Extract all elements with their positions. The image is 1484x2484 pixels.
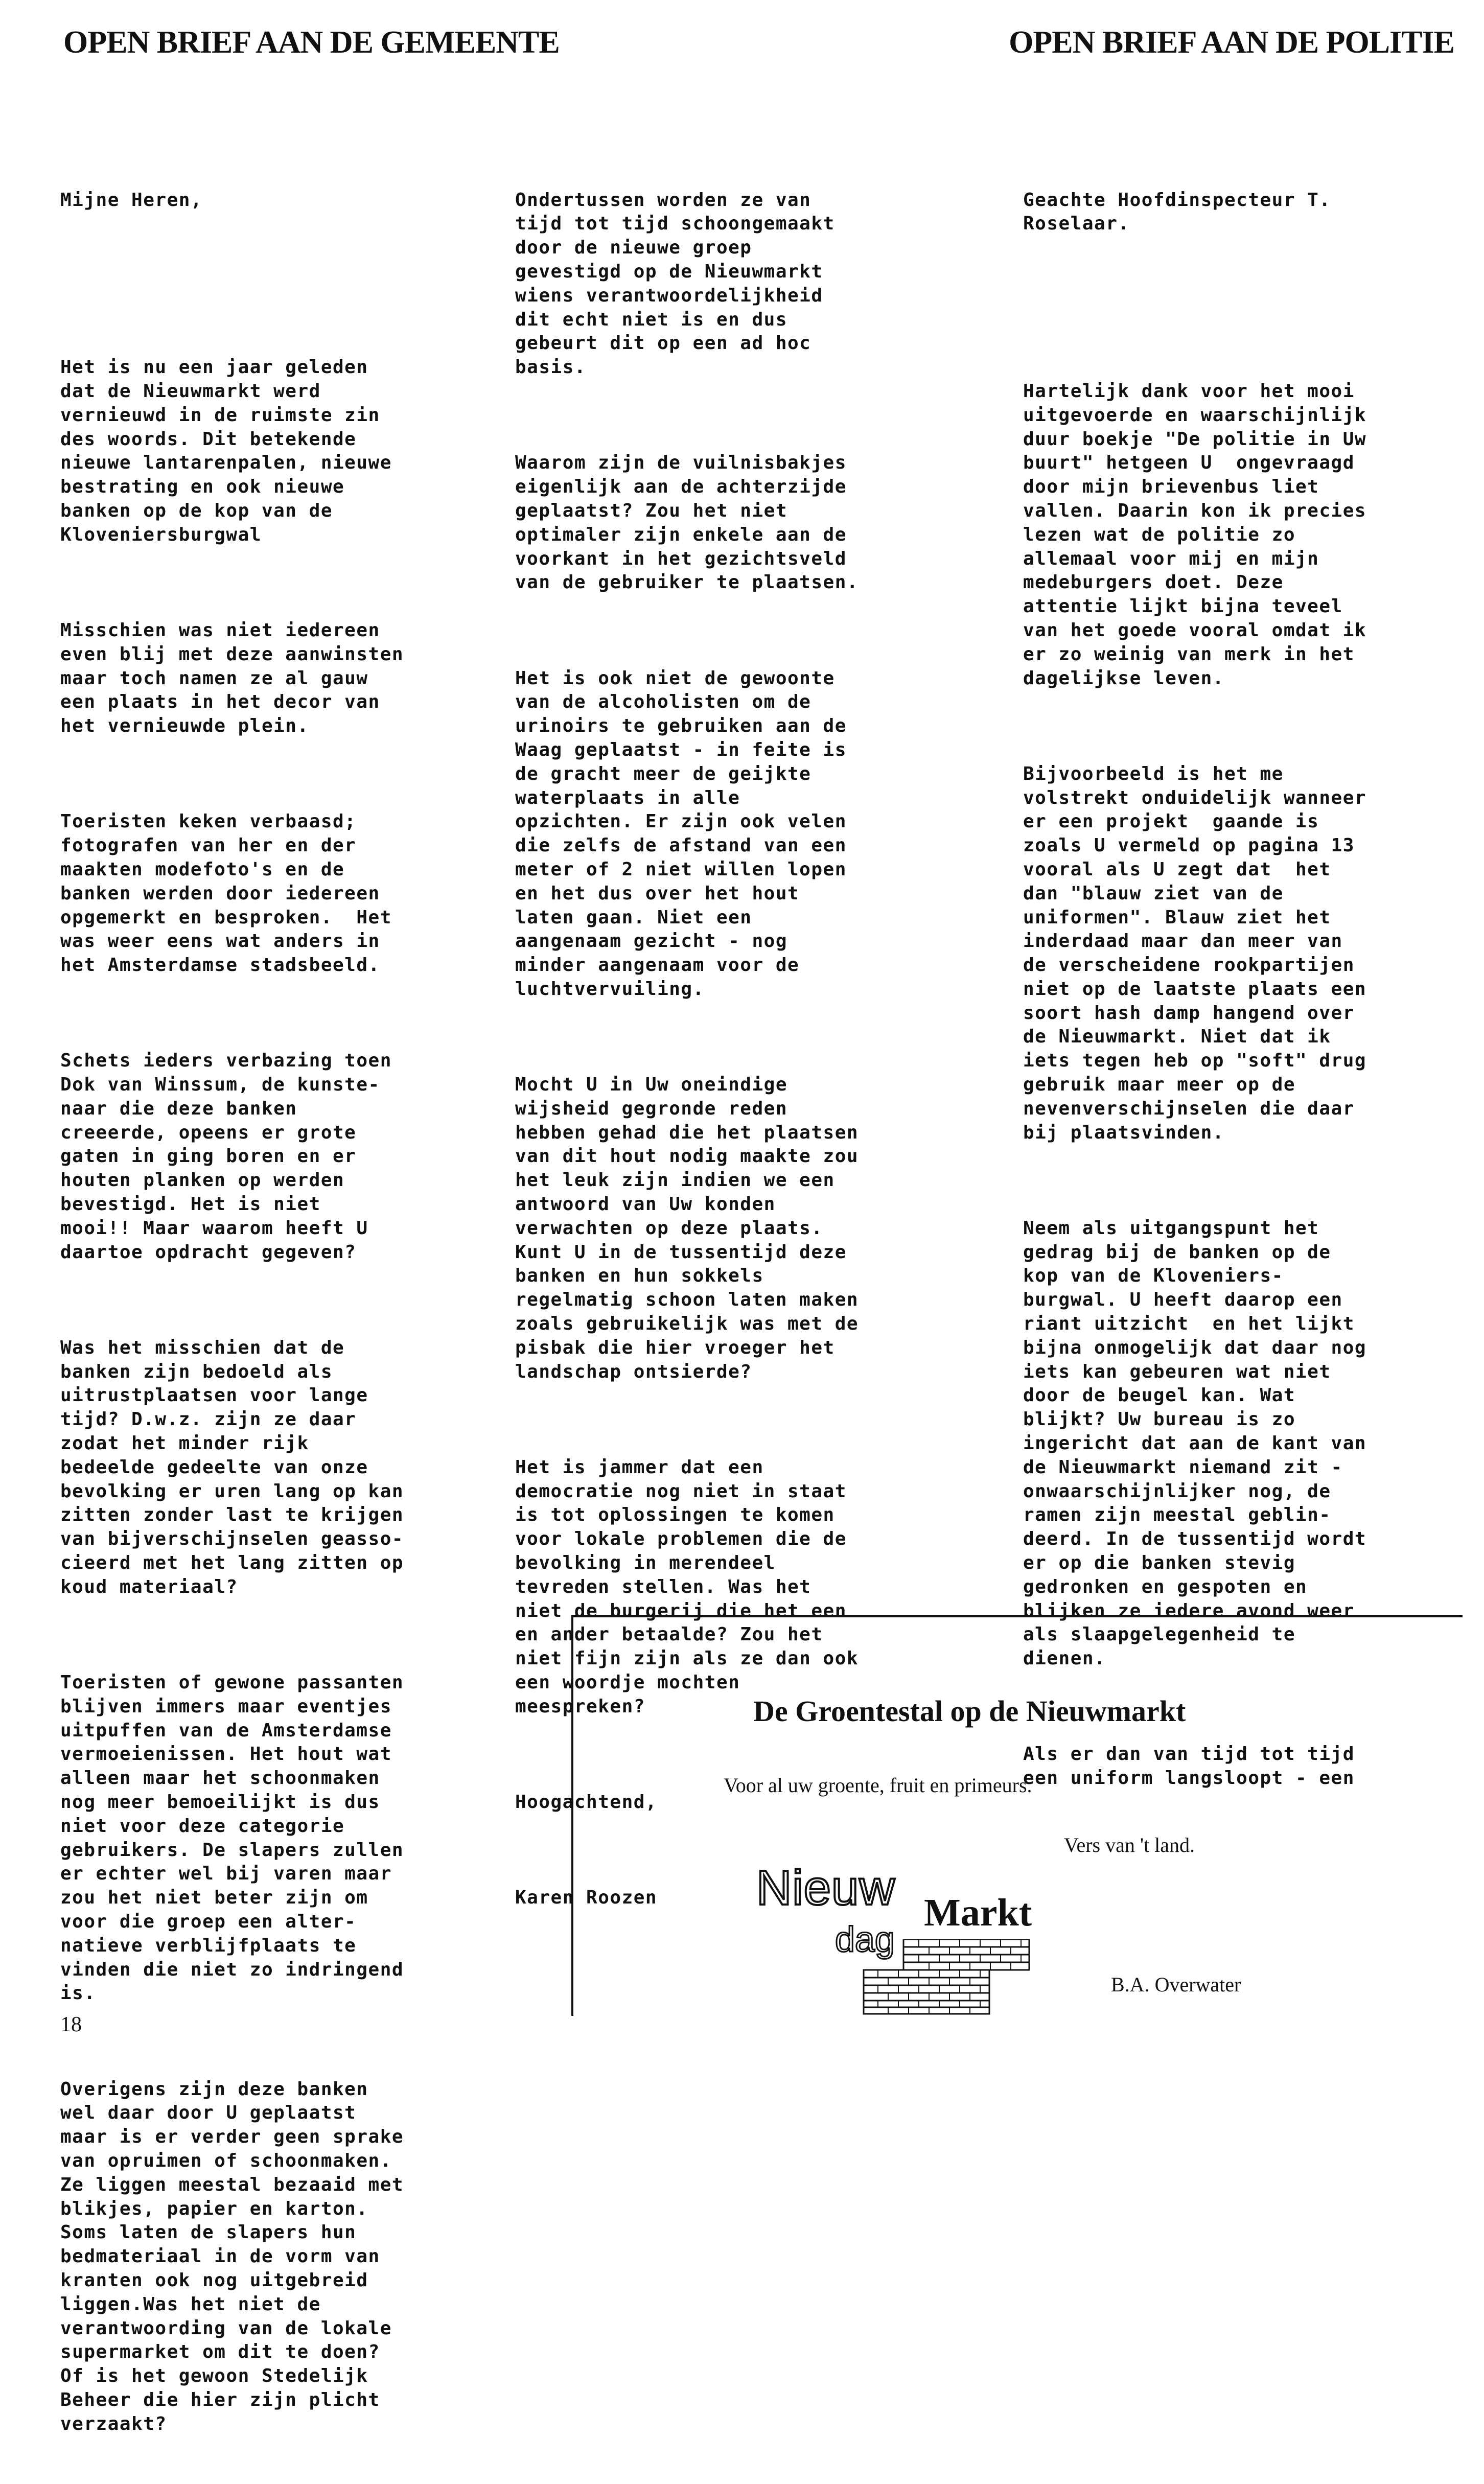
logo-nieuw-text: Nieuw bbox=[756, 1861, 895, 1915]
groentestal-advertisement bbox=[571, 1615, 1463, 2016]
ad-subtitle: Voor al uw groente, fruit en primeurs. bbox=[724, 1774, 1032, 1797]
letter-paragraph: Ondertussen worden ze van tijd tot tijd schoongemaakt door de nieuwe groep gevestigd op de Nieuwmarkt wiens verantwoordelijkheid dit echt niet is en dus gebeurt dit op een ad hoc basis. bbox=[515, 189, 835, 378]
letter-paragraph: Het is ook niet de gewoonte van de alcoholisten om de urinoirs te gebruiken aan de Waag geplaatst - in feite is de gracht meer de geijkte waterplaats in alle opzichten. Er zijn ook velen die zelfs de afstand van een meter of 2 niet willen lopen en het dus over het hout laten gaan. Niet een aangenaam gezicht - nog minder aangenaam voor de luchtvervuiling. bbox=[515, 667, 847, 1000]
page-number: 18 bbox=[60, 2013, 82, 2036]
ad-owner: B.A. Overwater bbox=[1111, 1973, 1241, 1996]
brick-wall-icon bbox=[863, 1939, 1031, 2016]
letter-salutation: Geachte Hoofdinspecteur T. Roselaar. bbox=[1023, 189, 1331, 235]
letter-paragraph: Misschien was niet iedereen even blij met deze aanwinsten maar toch namen ze al gauw een plaats in het decor van het vernieuwde plein. bbox=[60, 619, 404, 737]
letter-gemeente-column-1 bbox=[60, 141, 404, 2484]
letter-politie-column bbox=[1023, 141, 1366, 1839]
letter-paragraph: Toeristen of gewone passanten blijven immers maar eventjes uitpuffen van de Amsterdamse vermoeienissen. Het hout wat alleen maar het schoonmaken nog meer bemoeilijkt is dus niet voor deze categorie gebruikers. De slapers zullen er echter wel bij varen maar zou het niet beter zijn om voor die groep een alter- natieve verblijfplaats te vinden die niet zo indringend is. bbox=[60, 1672, 404, 2004]
letter-paragraph: Waarom zijn de vuilnisbakjes eigenlijk aan de achterzijde geplaatst? Zou het niet optimaler zijn enkele aan de voorkant in het gezichtsveld van de gebruiker te plaatsen. bbox=[515, 452, 859, 593]
letter-signature: Karen Roozen bbox=[515, 1887, 658, 1909]
letter-paragraph: Was het misschien dat de banken zijn bedoeld als uitrustplaatsen voor lange tijd? D.w.z. zijn ze daar zodat het minder rijk bedeelde gedeelte van onze bevolking er uren lang op kan zitten zonder last te krijgen van bijverschijnselen geasso- cieerd met het lang zitten op koud materiaal? bbox=[60, 1337, 404, 1597]
right-letter-heading: OPEN BRIEF AAN DE POLITIE bbox=[1009, 25, 1454, 60]
letter-paragraph: Hartelijk dank voor het mooi uitgevoerde en waarschijnlijk duur boekje "De politie in Uw buurt" hetgeen U ongevraagd door mijn brievenbus liet vallen. Daarin kon ik precies lezen wat de politie zo allemaal voor mij en mijn medeburgers doet. Deze attentie lijkt bijna teveel van het goede vooral omdat ik er zo weinig van merk in het dagelijkse leven. bbox=[1023, 380, 1367, 689]
ad-tagline: Vers van 't land. bbox=[1064, 1833, 1195, 1856]
letter-paragraph: Toeristen keken verbaasd; fotografen van her en der maakten modefoto's en de banken werden door iedereen opgemerkt en besproken. Het was weer eens wat anders in het Amsterdamse stadsbeeld. bbox=[60, 811, 392, 976]
letter-closing: Hoogachtend, bbox=[515, 1791, 658, 1813]
logo-dag-text: dag bbox=[835, 1919, 895, 1959]
letter-paragraph: Neem als uitgangspunt het gedrag bij de banken op de kop van de Kloveniers- burgwal. U heeft daarop een riant uitzicht en het lijkt bijna onmogelijk dat daar nog iets kan gebeuren wat niet door de beugel kan. Wat blijkt? Uw bureau is zo ingericht dat aan de kant van de Nieuwmarkt niemand zit - onwaarschijnlijker nog, de ramen zijn meestal geblin- deerd. In de tussentijd wordt er op die banken stevig gedronken en gespoten en blijken ze iedere avond weer als slaapgelegenheid te dienen. bbox=[1023, 1217, 1367, 1669]
letter-paragraph: Bijvoorbeeld is het me volstrekt onduidelijk wanneer er een projekt gaande is zoals U vermeld op pagina 13 vooral als U zegt dat het dan "blauw ziet van de uniformen". Blauw ziet het inderdaad maar dan meer van de verscheidene rookpartijen niet op de laatste plaats een soort hash damp hangend over de Nieuwmarkt. Niet dat ik iets tegen heb op "soft" drug gebruik maar meer op de nevenverschijnselen die daar bij plaatsvinden. bbox=[1023, 763, 1367, 1143]
letter-paragraph: Schets ieders verbazing toen Dok van Winssum, de kunste- naar die deze banken creeerde, opeens er grote gaten in ging boren en er houten planken op werden bevestigd. Het is niet mooi!! Maar waarom heeft U daartoe opdracht gegeven? bbox=[60, 1050, 392, 1263]
logo-markt-text: Markt bbox=[924, 1891, 1032, 1934]
letter-paragraph: Mijne Heren, bbox=[60, 189, 203, 211]
left-letter-heading: OPEN BRIEF AAN DE GEMEENTE bbox=[63, 25, 560, 60]
letter-paragraph: Mocht U in Uw oneindige wijsheid gegronde reden hebben gehad die het plaatsen van dit hout nodig maakte zou het leuk zijn indien we een antwoord van Uw konden verwachten op deze plaats. Kunt U in de tussentijd deze banken en hun sokkels regelmatig schoon laten maken zoals gebruikelijk was met de pisbak die hier vroeger het landschap ontsierde? bbox=[515, 1074, 859, 1382]
letter-paragraph: Als er dan van tijd tot tijd een uniform langsloopt - een bbox=[1023, 1744, 1355, 1789]
letter-paragraph: Het is nu een jaar geleden dat de Nieuwmarkt werd vernieuwd in de ruimste zin des woords. Dit betekende nieuwe lantarenpalen, nieuwe bestrating en ook nieuwe banken op de kop van de Kloveniersburgwal bbox=[60, 357, 392, 545]
letter-paragraph: Overigens zijn deze banken wel daar door U geplaatst maar is er verder geen sprake van opruimen of schoonmaken. Ze liggen meestal bezaaid met blikjes, papier en karton. Soms laten de slapers hun bedmateriaal in de vorm van kranten ook nog uitgebreid liggen.Was het niet de verantwoording van de lokale supermarket om dit te doen? Of is het gewoon Stedelijk Beheer die hier zijn plicht verzaakt? bbox=[60, 2078, 404, 2434]
ad-title: De Groentestal op de Nieuwmarkt bbox=[753, 1694, 1186, 1728]
letter-paragraph: Het is jammer dat een democratie nog niet in staat is tot oplossingen te komen voor lokale problemen die de bevolking in merendeel tevreden stellen. Was het niet de burgerij die het een en ander betaalde? Zou het niet fijn zijn als ze dan ook een woordje mochten meespreken? bbox=[515, 1456, 859, 1717]
